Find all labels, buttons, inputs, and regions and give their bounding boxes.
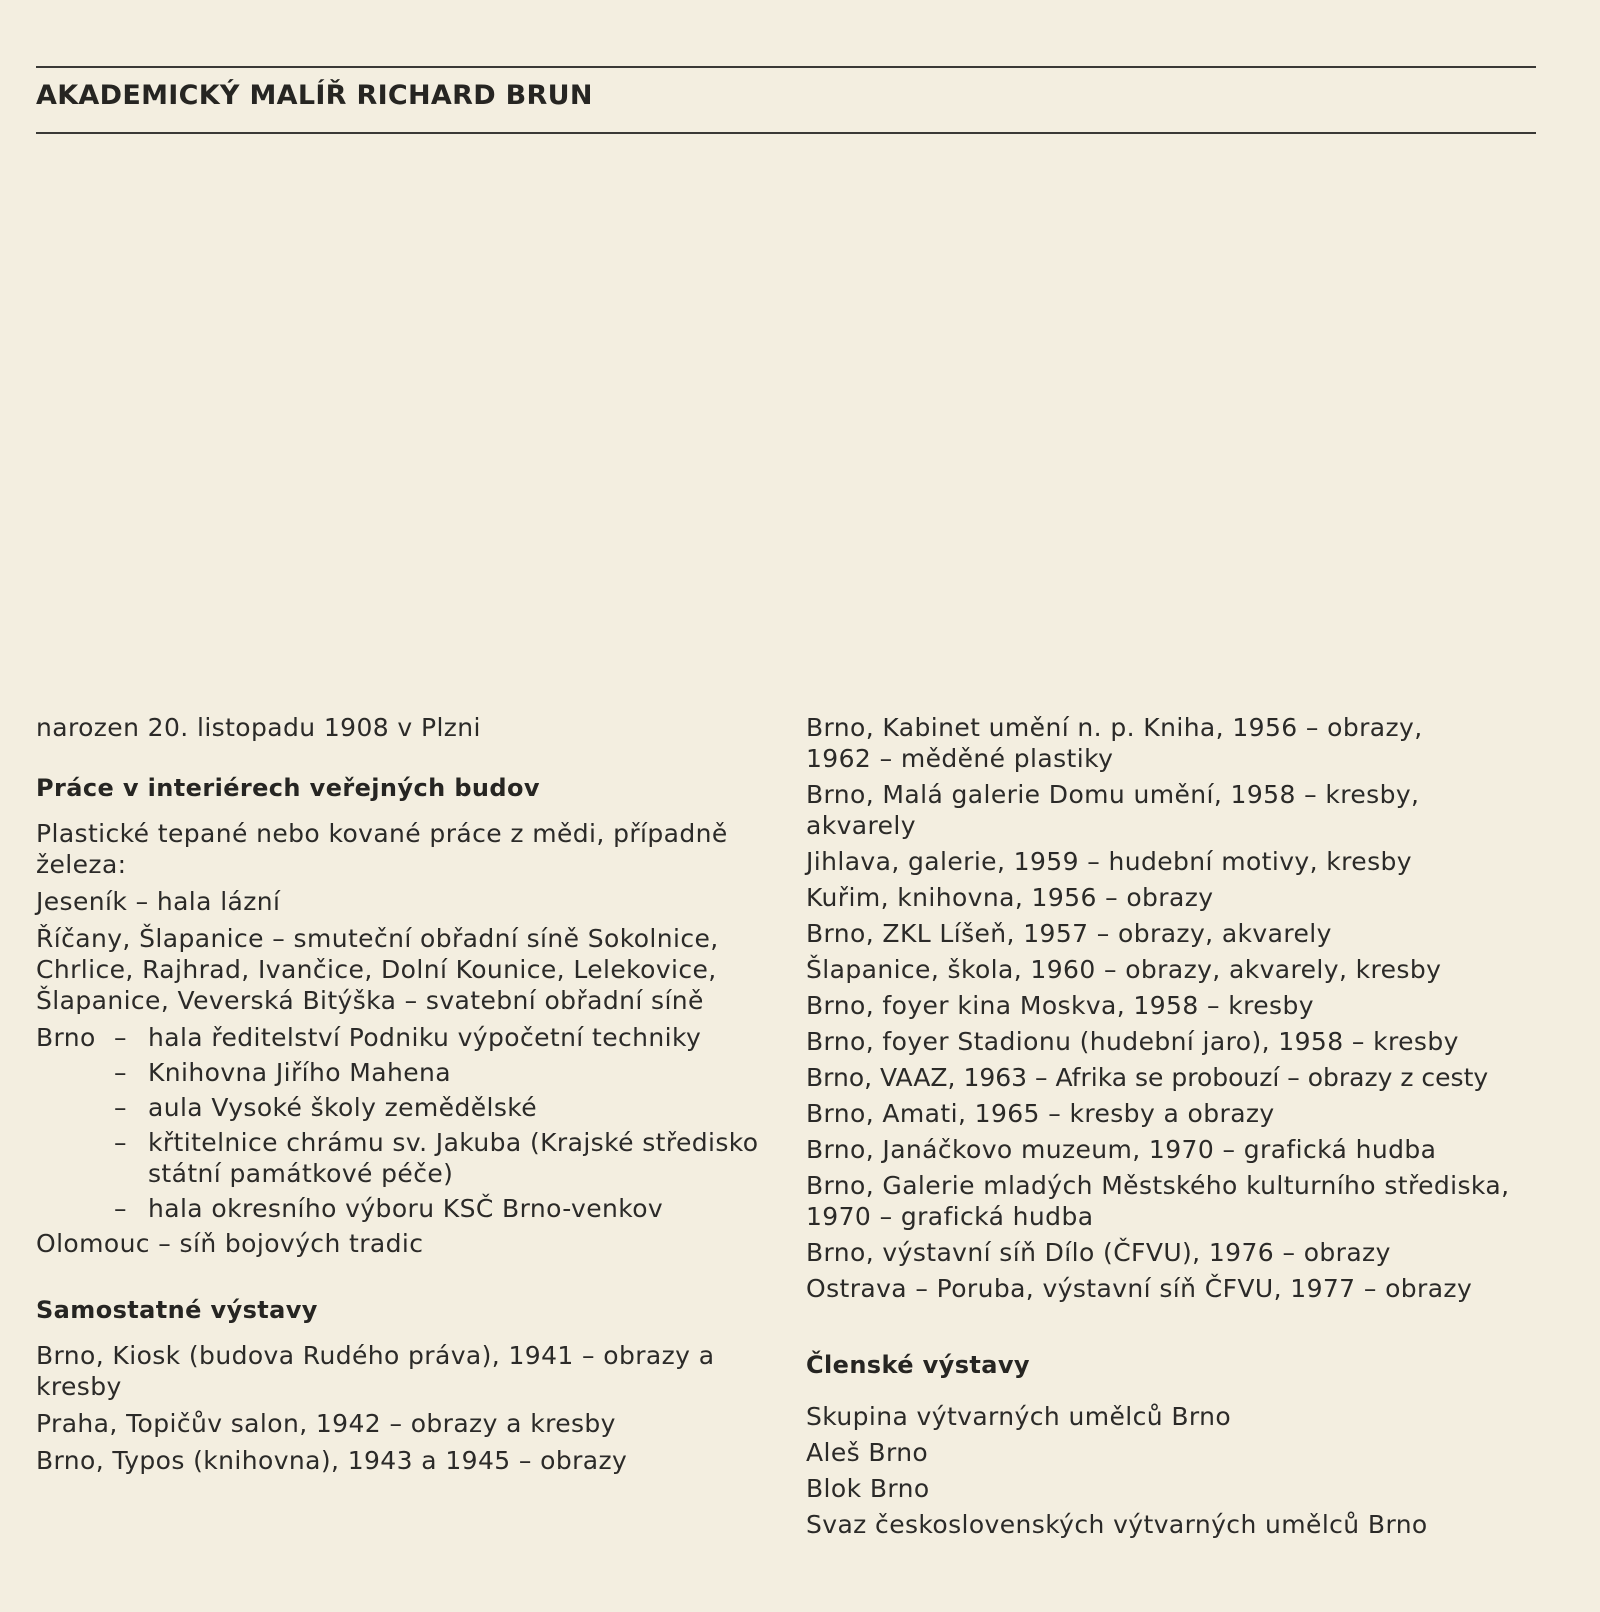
solo-exhibition-item: Kuřim, knihovna, 1956 – obrazy [806, 883, 1214, 912]
solo-exhibition-item: Brno, Janáčkovo muzeum, 1970 – grafická hudba [806, 1135, 1437, 1164]
brno-item: aula Vysoké školy zemědělské [148, 1093, 538, 1122]
brno-sub-item [36, 1092, 776, 1123]
member-exhibition-item: Skupina výtvarných umělců Brno [806, 1402, 1232, 1431]
olomouc-item: Olomouc – síň bojových tradic [36, 1229, 424, 1258]
solo-exhibition-item: Brno, Malá galerie Domu umění, 1958 – kresby, akvarely [806, 780, 1420, 840]
interiors-intro: Plastické tepané nebo kované práce z mědi, případně železa: [36, 819, 728, 879]
brno-item: hala okresního výboru KSČ Brno-venkov [148, 1194, 664, 1223]
brno-sub-item [36, 1057, 776, 1088]
dash: – [114, 1128, 127, 1157]
left-column [36, 712, 776, 1482]
solo-exhibition-item: Brno, ZKL Líšeň, 1957 – obrazy, akvarely [806, 919, 1332, 948]
member-exhibition-item: Aleš Brno [806, 1438, 929, 1467]
dash: – [114, 1093, 127, 1122]
top-rule [36, 66, 1536, 68]
member-exhibition-item: Blok Brno [806, 1474, 930, 1503]
solo-exhibition-item: Brno, výstavní síň Dílo (ČFVU), 1976 – obrazy [806, 1238, 1391, 1267]
interior-item: Jeseník – hala lázní [36, 887, 281, 916]
dash: – [114, 1023, 127, 1052]
page-title: AKADEMICKÝ MALÍŘ RICHARD BRUN [36, 80, 593, 111]
bottom-rule [36, 132, 1536, 134]
solo-exhibition-item: Brno, Galerie mladých Městského kulturního střediska, 1970 – grafická hudba [806, 1171, 1510, 1231]
birth-info: narozen 20. listopadu 1908 v Plzni [36, 713, 481, 742]
member-exhibition-item: Svaz československých výtvarných umělců Brno [806, 1510, 1428, 1539]
dash: – [114, 1058, 127, 1087]
brno-interiors [36, 1022, 776, 1053]
solo-exhibition-item: Brno, Kiosk (budova Rudého práva), 1941 – obrazy a kresby [36, 1341, 715, 1401]
solo-exhibition-item: Brno, Amati, 1965 – kresby a obrazy [806, 1099, 1275, 1128]
solo-exhibition-item: Ostrava – Poruba, výstavní síň ČFVU, 1977 – obrazy [806, 1274, 1473, 1303]
brno-item: křtitelnice chrámu sv. Jakuba (Krajské středisko státní památkové péče) [148, 1128, 759, 1188]
brno-item: Knihovna Jiřího Mahena [148, 1058, 451, 1087]
brno-item: hala ředitelství Podniku výpočetní techniky [148, 1023, 702, 1052]
solo-exhibition-item: Brno, foyer kina Moskva, 1958 – kresby [806, 991, 1314, 1020]
brno-sub-item [36, 1193, 776, 1224]
interiors-heading: Práce v interiérech veřejných budov [36, 774, 540, 802]
solo-exhibition-item: Jihlava, galerie, 1959 – hudební motivy, kresby [806, 847, 1412, 876]
solo-exhibition-item: Brno, Kabinet umění n. p. Kniha, 1956 – obrazy, 1962 – měděné plastiky [806, 713, 1423, 773]
solo-exhibition-item: Brno, VAAZ, 1963 – Afrika se probouzí – obrazy z cesty [806, 1063, 1489, 1092]
right-column [806, 712, 1566, 1545]
solo-exhibition-item: Brno, foyer Stadionu (hudební jaro), 1958 – kresby [806, 1027, 1459, 1056]
brno-sub-item [36, 1127, 776, 1189]
solo-exhibition-item: Šlapanice, škola, 1960 – obrazy, akvarely, kresby [806, 955, 1442, 984]
solo-exhibition-item: Brno, Typos (knihovna), 1943 a 1945 – obrazy [36, 1446, 628, 1475]
dash: – [114, 1194, 127, 1223]
member-exhibitions-heading: Členské výstavy [806, 1351, 1030, 1379]
solo-exhibitions-heading: Samostatné výstavy [36, 1296, 318, 1324]
solo-exhibition-item: Praha, Topičův salon, 1942 – obrazy a kresby [36, 1409, 616, 1438]
brno-city-label: Brno [36, 1023, 96, 1052]
interior-item: Říčany, Šlapanice – smuteční obřadní síně Sokolnice, Chrlice, Rajhrad, Ivančice, Dolní Kounice, Lelekovice, Šlapanice, Veverská Bitýška – svatební obřadní síně [36, 924, 719, 1015]
